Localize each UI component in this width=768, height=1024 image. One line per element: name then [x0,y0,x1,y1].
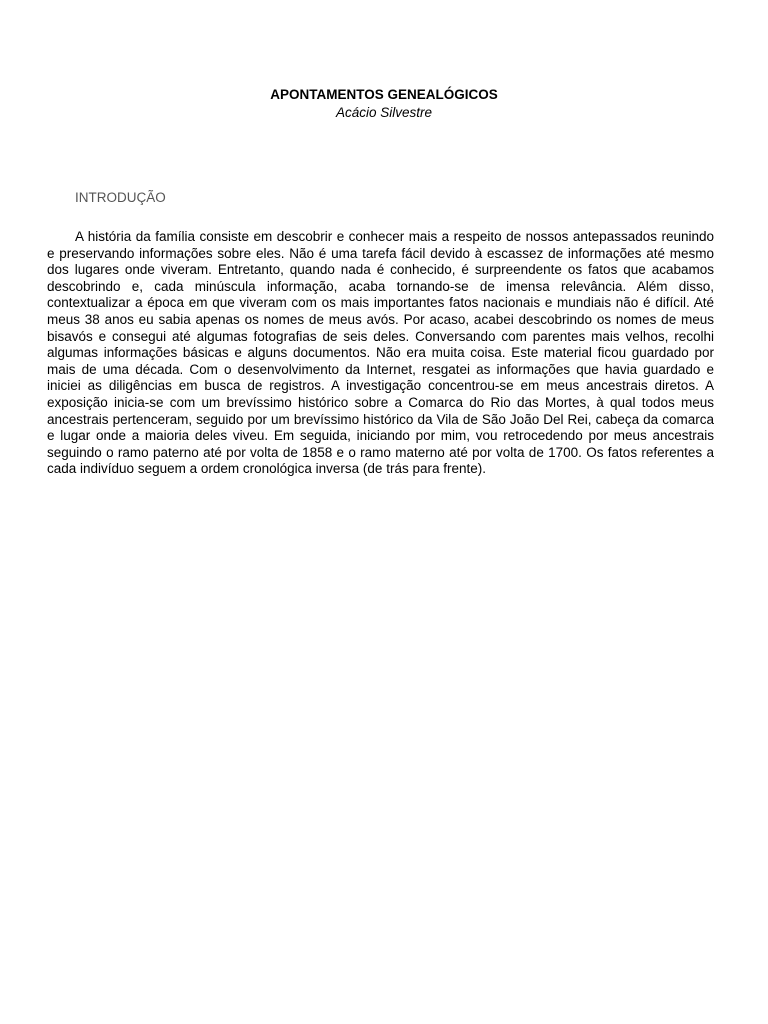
body-paragraph: A história da família consiste em descobrir e conhecer mais a respeito de nossos antepassados reunindo e preservando informações sobre eles. Não é uma tarefa fácil devido à escassez de informações até mesmo dos lugares onde viveram. Entretanto, quando nada é conhecido, é surpreendente os fatos que acabamos descobrindo e, cada minúscula informação, acaba tornando-se de imensa relevância. Além disso, contextualizar a época em que viveram com os mais importantes fatos nacionais e mundiais não é difícil. Até meus 38 anos eu sabia apenas os nomes de meus avós. Por acaso, acabei descobrindo os nomes de meus bisavós e consegui até algumas fotografias de seis deles. Conversando com parentes mais velhos, recolhi algumas informações básicas e alguns documentos. Não era muita coisa. Este material ficou guardado por mais de uma década. Com o desenvolvimento da Internet, resgatei as informações que havia guardado e iniciei as diligências em busca de registros. A investigação concentrou-se em meus ancestrais diretos. A exposição inicia-se com um brevíssimo histórico sobre a Comarca do Rio das Mortes, à qual todos meus ancestrais pertenceram, seguido por um brevíssimo histórico da Vila de São João Del Rei, cabeça da comarca e lugar onde a maioria deles viveu. Em seguida, iniciando por mim, vou retrocedendo por meus ancestrais seguindo o ramo paterno até por volta de 1858 e o ramo materno até por volta de 1700. Os fatos referentes a cada indivíduo seguem a ordem cronológica inversa (de trás para frente). [47,229,714,477]
document-author: Acácio Silvestre [335,105,433,120]
document-title: APONTAMENTOS GENEALÓGICOS [270,87,498,102]
section-heading: INTRODUÇÃO [75,190,166,205]
document-header [0,86,768,121]
